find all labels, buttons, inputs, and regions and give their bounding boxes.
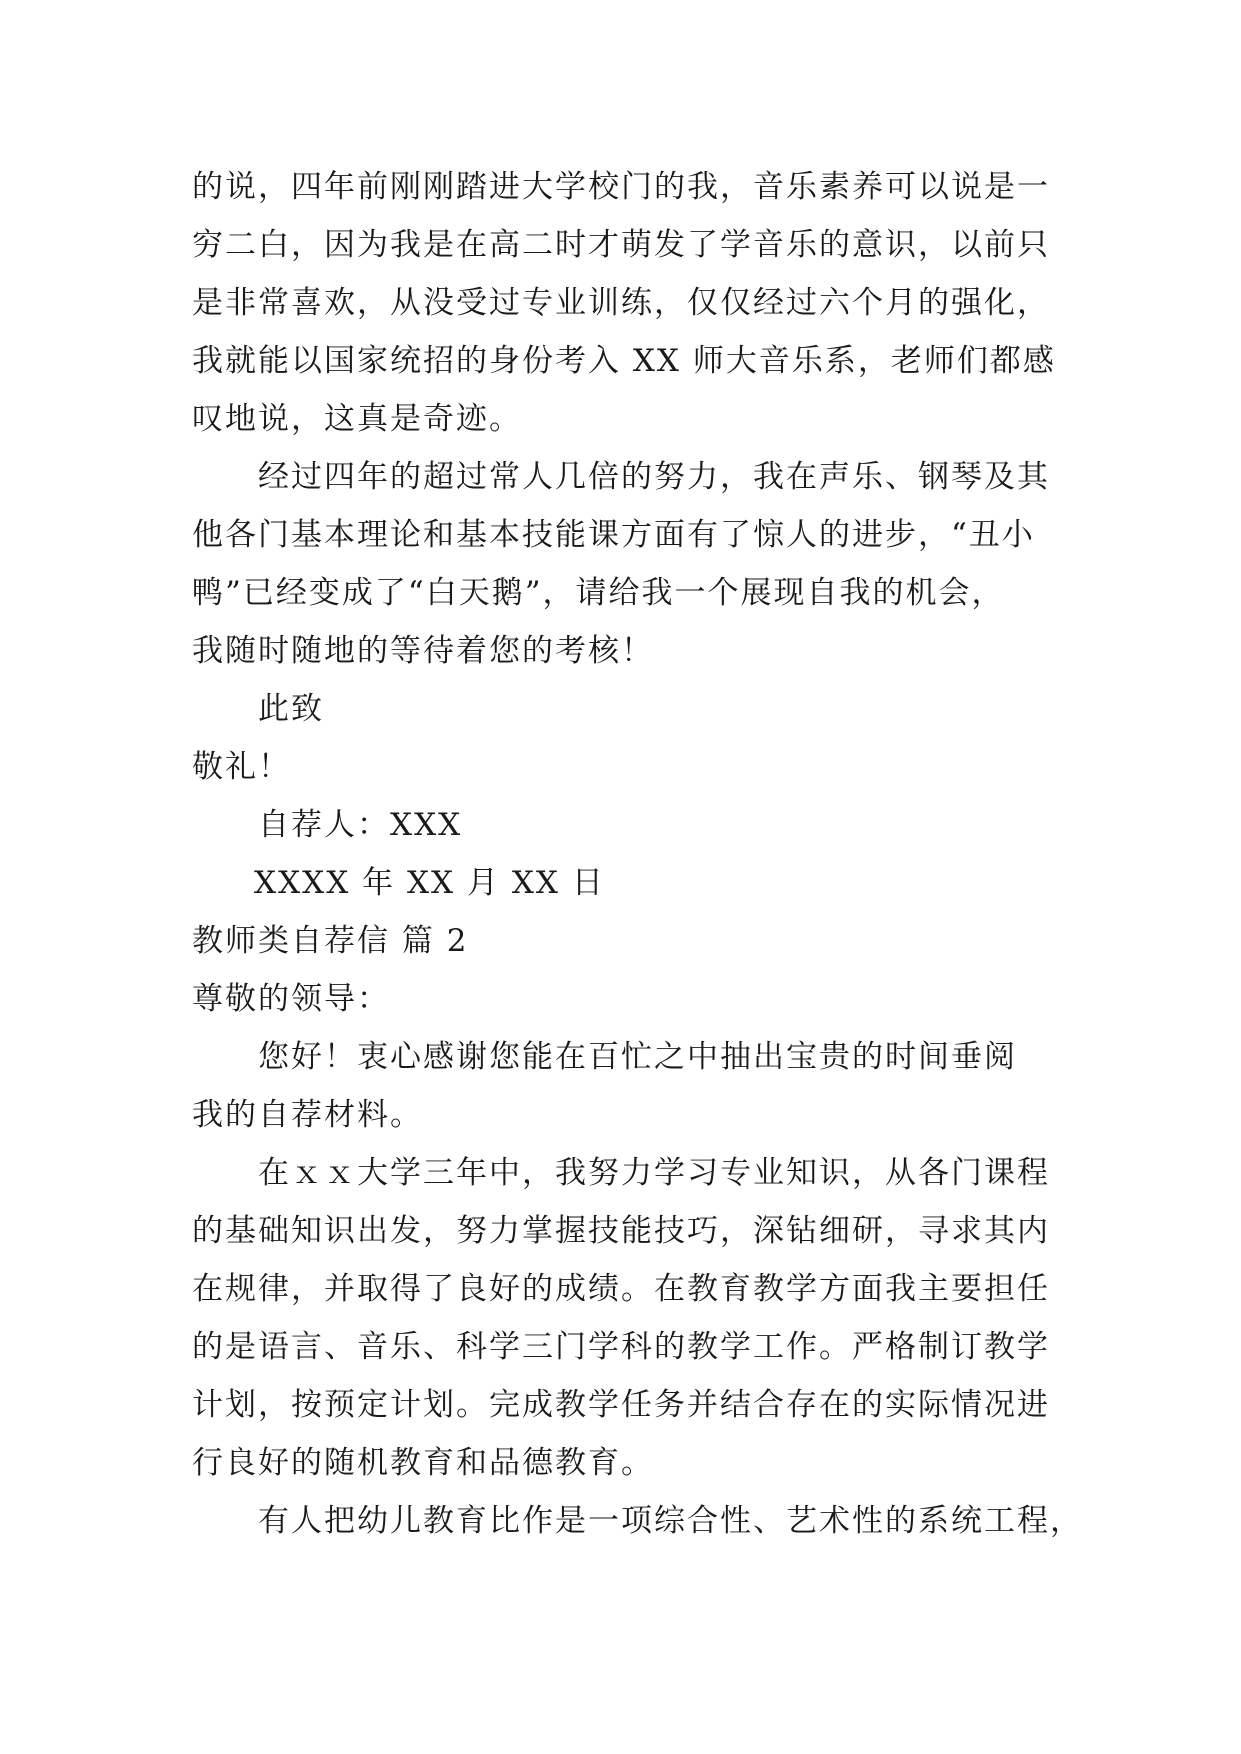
paragraph-line: 您好！衷心感谢您能在百忙之中抽出宝贵的时间垂阅 [258,1039,1017,1075]
paragraph-line: 叹地说，这真是奇迹。 [192,401,522,437]
paragraph-line: 我的自荐材料。 [192,1097,423,1133]
paragraph-line: 行良好的随机教育和品德教育。 [192,1445,654,1481]
paragraph-line: 我就能以国家统招的身份考入 XX 师大音乐系，老师们都感 [192,343,1056,379]
paragraph-line: 计划，按预定计划。完成教学任务并结合存在的实际情况进 [192,1387,1050,1423]
closing-salutation: 此致 [258,691,324,727]
greeting-line: 尊敬的领导： [192,981,390,1017]
signature-line: 自荐人：XXX [258,807,463,843]
paragraph-line: 他各门基本理论和基本技能课方面有了惊人的进步，“丑小 [192,517,1035,553]
date-line: XXXX 年 XX 月 XX 日 [254,865,605,901]
paragraph-line: 经过四年的超过常人几倍的努力，我在声乐、钢琴及其 [258,459,1050,495]
paragraph-line: 是非常喜欢，从没受过专业训练，仅仅经过六个月的强化， [192,285,1050,321]
paragraph-line: 的是语言、音乐、科学三门学科的教学工作。严格制订教学 [192,1329,1050,1365]
letter-body [192,158,1083,1550]
paragraph-line: 我随时随地的等待着您的考核！ [192,633,654,669]
paragraph-line: 穷二白，因为我是在高二时才萌发了学音乐的意识，以前只 [192,227,1050,263]
section-heading: 教师类自荐信 篇 2 [192,923,469,959]
paragraph-line: 在ｘｘ大学三年中，我努力学习专业知识，从各门课程 [258,1155,1050,1191]
paragraph-line: 在规律，并取得了良好的成绩。在教育教学方面我主要担任 [192,1271,1050,1307]
paragraph-line: 的说，四年前刚刚踏进大学校门的我，音乐素养可以说是一 [192,169,1050,205]
paragraph-line: 的基础知识出发，努力掌握技能技巧，深钻细研，寻求其内 [192,1213,1050,1249]
closing-regards: 敬礼！ [192,749,291,785]
paragraph-line: 有人把幼儿教育比作是一项综合性、艺术性的系统工程， [258,1503,1083,1539]
paragraph-line: 鸭”已经变成了“白天鹅”，请给我一个展现自我的机会， [192,575,1005,611]
